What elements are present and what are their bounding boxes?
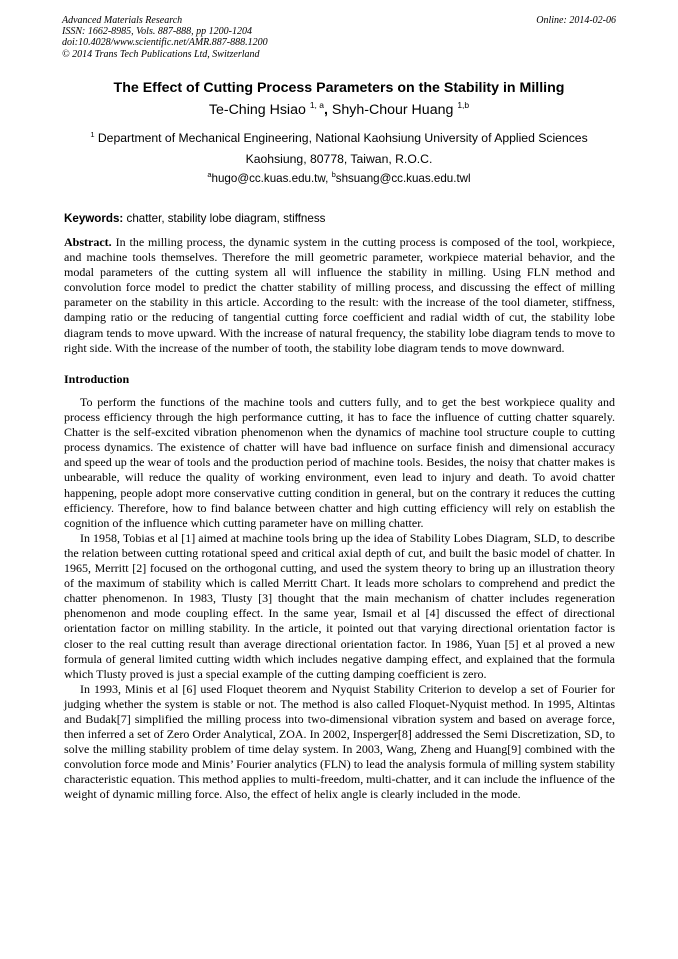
email-mark: b (331, 170, 336, 179)
affiliation-line-2: Kaohsiung, 80778, Taiwan, R.O.C. (245, 152, 433, 166)
abstract-label: Abstract. (64, 235, 112, 249)
introduction-body (64, 395, 615, 803)
author-name: Te-Ching Hsiao (208, 102, 306, 118)
keywords (64, 212, 325, 225)
author-affiliation-mark: 1,b (457, 100, 470, 110)
abstract (64, 235, 615, 356)
author-affiliation-mark: 1, a (309, 100, 324, 110)
affiliation-text: Department of Mechanical Engineering, National Kaohsiung University of Applied Sciences (97, 131, 588, 145)
body-paragraph: To perform the functions of the machine tools and cutters fully, and to get the best workpiece quality and process efficiency through the high performance cutting, it has to face the influence of cutting chatter squarely. Chatter is the self-excited vibration phenomenon when the dynamics of machine tool structure couple to cutting process dynamics. The existence of chatter will have bad influence on surface finish and dimensional accuracy and speed up the wear of tools and the production period of machine tools. Besides, the noisy that chatter makes is unbearable, will reduce the quality of working environment, even lead to injury and death. To avoid chatter happening, people adopt more conservative cutting condition in general, but on the contrary it reduces the cutting efficiency. Therefore, how to find balance between chatter and high cutting efficiency will rely on establish the cognition of the influence which cutting parameter have on milling chatter. (64, 395, 615, 530)
issn-line: ISSN: 1662-8985, Vols. 887-888, pp 1200-1204 (62, 26, 252, 38)
affiliation-mark: 1 (90, 130, 95, 139)
doi-line: doi:10.4028/www.scientific.net/AMR.887-888.1200 (62, 37, 268, 49)
keywords-label: Keywords: (64, 212, 124, 225)
body-paragraph: In 1993, Minis et al [6] used Floquet theorem and Nyquist Stability Criterion to develop a set of Fourier for judging whether the system is stable or not. The method is also called Floquet-Nyquist method. In 1995, Altintas and Budak[7] simplified the milling process into two-dimensional vibration system and based on average force, then inferred a set of Zero Order Analytical, ZOA. In 2002, Insperger[8] addressed the Semi Discretization, SD, to solve the milling stability problem of time delay system. In 2003, Wang, Zheng and Huang[9] combined with the convolution force mode and Minis’ Fourier analytics (FLN) to lead the analysis formula of milling system stability characteristic equation. This method applies to multi-freedom, multi-chatter, and it can include the influence of the weight of dynamic milling force. Also, the effect of helix angle is clearly included in the mode. (64, 681, 616, 802)
email-address: shsuang@cc.kuas.edu.twl (335, 172, 471, 185)
email-line (0, 172, 678, 185)
abstract-paragraph (64, 235, 615, 356)
author-list: Te-Ching Hsiao $^{1, a}$, Shyh-Chour Huang $^{1,b}$ (208, 100, 470, 118)
journal-header (62, 15, 268, 60)
body-paragraph: In 1958, Tobias et al [1] aimed at machine tools bring up the idea of Stability Lobes Diagram, SLD, to describe the relation between cutting rotational speed and critical axial depth of cut, and built the basic model of chatter. In 1965, Merritt [2] focused on the orthogonal cutting, and used the system theory to bring up an illustration theory of the maximum of stability which is called Merritt Chart. It leads more scholars to comprehend and predict the chatter phenomenon. In 1983, Tlusty [3] thought that the main mechanism of chatter includes regeneration phenomenon and mode coupling effect. In the same year, Ismail et al [4] discussed the effect of directional orientation factor on milling stability. In the article, it pointed out that varying directional orientation factor is closer to the real cutting result than average directional orientation factor. In 1986, Yuan [5] et al proved a new formula of general limited cutting width which includes negative damping effect, and explained that the formula which Tlusty proved is just a special example of the cutting damping coefficient is zero. (64, 530, 615, 681)
author-name: Shyh-Chour Huang (331, 102, 454, 118)
email-mark: a (207, 170, 212, 179)
journal-name: Advanced Materials Research (62, 15, 183, 26)
online-date: Online: 2014-02-06 (536, 15, 616, 26)
affiliation-line-1 (0, 131, 678, 145)
section-heading-introduction: Introduction (64, 372, 130, 386)
keywords-text: chatter, stability lobe diagram, stiffness (126, 212, 326, 225)
copyright-line: © 2014 Trans Tech Publications Ltd, Switzerland (62, 48, 260, 60)
paper-title: The Effect of Cutting Process Parameters on the Stability in Milling (113, 80, 565, 96)
abstract-text: In the milling process, the dynamic system in the cutting process is composed of the tool, workpiece, and machine tools themselves. Therefore the mill geometric parameter, workpiece material behavior, and the modal parameters of the cutting system all will influence the stability in milling. Using FLN method and convolution force model to predict the chatter stability of milling process, and discussing the effect of milling parameter on the stability in this article. According to the result: with the increase of the tool diameter, stiffness, damping ratio or the reducing of tangential cutting force coefficient and radial width of cut, the stability lobe diagram tends to move upward. With the increase of natural frequency, the stability lobe diagram tends to move to right side. With the increase of the number of tooth, the stability lobe diagram tends to move downward. (64, 235, 616, 355)
email-address: hugo@cc.kuas.edu.tw, (211, 172, 329, 185)
